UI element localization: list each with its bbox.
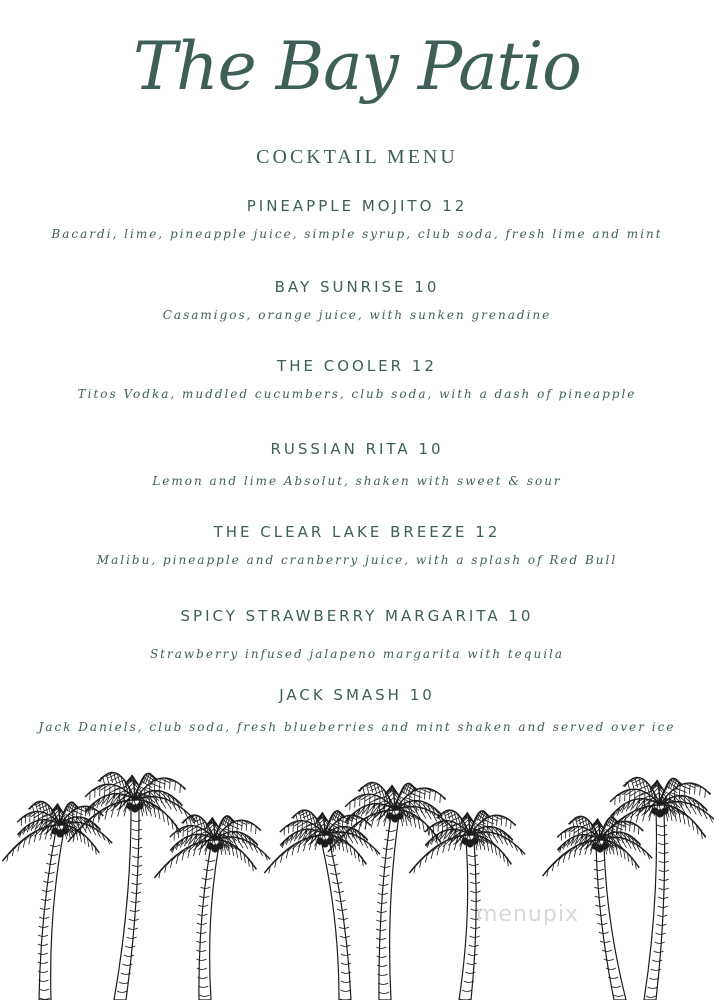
menu-item-description: Strawberry infused jalapeno margarita with tequila [149,647,565,661]
menu-item-description: Malibu, pineapple and cranberry juice, with a splash of Red Bull [96,553,618,567]
menu-item-name: BAY SUNRISE 10 [274,278,440,296]
watermark: menupix [476,902,579,927]
palm-trees-illustration [0,755,714,1000]
menu-item-name: PINEAPPLE MOJITO 12 [246,197,468,215]
menu-item-description: Bacardi, lime, pineapple juice, simple syrup, club soda, fresh lime and mint [51,227,663,241]
menu-item-name: SPICY STRAWBERRY MARGARITA 10 [180,607,534,625]
menu-subtitle: COCKTAIL MENU [256,146,458,168]
palm-tree [264,810,380,1000]
restaurant-title: The Bay Patio [133,28,581,105]
menu-item-name: THE CLEAR LAKE BREEZE 12 [213,523,501,541]
menu-item-description: Jack Daniels, club soda, fresh blueberries and mint shaken and served over ice [38,720,676,734]
palm-tree [2,801,112,1000]
menu-item-description: Lemon and lime Absolut, shaken with sweet & sour [152,474,562,488]
palm-tree [154,815,270,1000]
menu-item-description: Titos Vodka, muddled cucumbers, club soda, with a dash of pineapple [77,387,637,401]
menu-item-description: Casamigos, orange juice, with sunken grenadine [162,308,552,322]
menu-item-name: JACK SMASH 10 [279,686,435,704]
menu-item-name: RUSSIAN RITA 10 [270,440,444,458]
menu-item-name: THE COOLER 12 [277,357,437,375]
